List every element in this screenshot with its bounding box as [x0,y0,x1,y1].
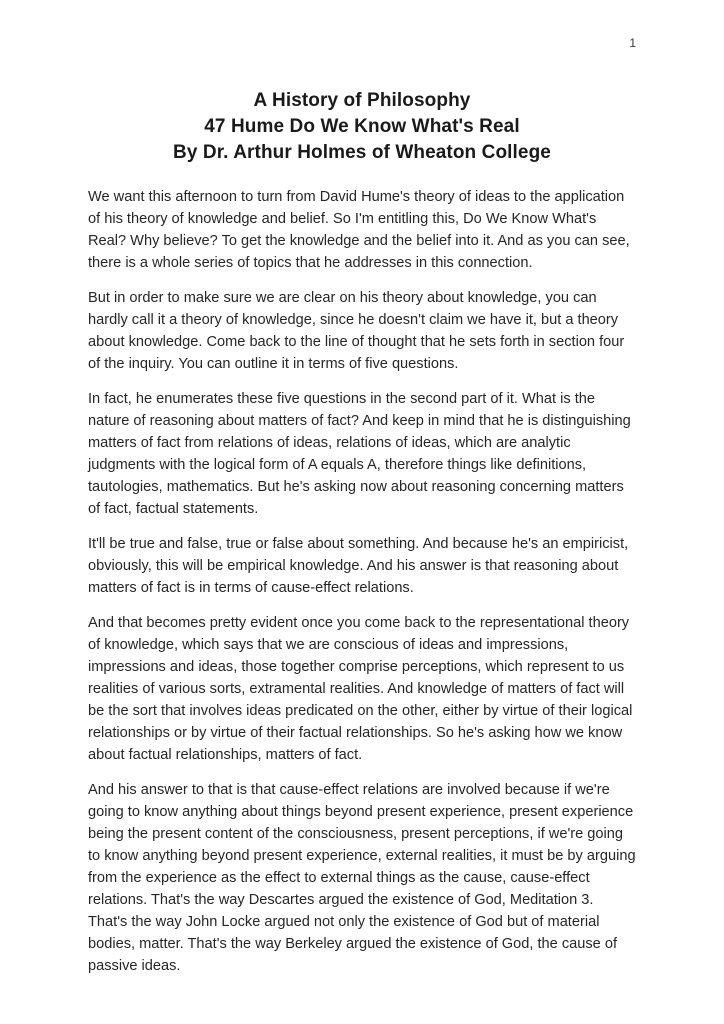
paragraph-2: But in order to make sure we are clear on his theory about knowledge, you can hardly call it a theory of knowledge, since he doesn't claim we have it, but a theory about knowledge. Come back to the line of thought that he sets forth in section four of the inquiry. You can outline it in terms of five questions. [88,290,625,372]
title-line-series: A History of Philosophy [253,90,471,111]
document-title [88,88,636,166]
page-number: 1 [629,36,636,50]
title-line-author: By Dr. Arthur Holmes of Wheaton College [173,142,551,163]
paragraph-4: It'll be true and false, true or false about something. And because he's an empiricist, obviously, this will be empirical knowledge. And his answer is that reasoning about matters of fact is in terms of cause-effect relations. [88,536,629,596]
paragraph-5: And that becomes pretty evident once you come back to the representational theory of knowledge, which says that we are conscious of ideas and impressions, impressions and ideas, those together comprise perceptions, which represent to us realities of various sorts, extramental realities. And knowledge of matters of fact will be the sort that involves ideas predicated on the other, either by virtue of their logical relationships or by virtue of their factual relationships. So he's asking how we know about factual relationships, matters of fact. [88,615,633,763]
document-body [88,186,636,977]
paragraph-1: We want this afternoon to turn from David Hume's theory of ideas to the application of his theory of knowledge and belief. So I'm entitling this, Do We Know What's Real? Why believe? To get the knowledge and the belief into it. And as you can see, there is a whole series of topics that he addresses in this connection. [88,189,630,271]
paragraph-3: In fact, he enumerates these five questions in the second part of it. What is the nature of reasoning about matters of fact? And keep in mind that he is distinguishing matters of fact from relations of ideas, relations of ideas, which are analytic judgments with the logical form of A equals A, therefore things like definitions, tautologies, mathematics. But he's asking now about reasoning concerning matters of fact, factual statements. [88,391,631,517]
title-line-lecture: 47 Hume Do We Know What's Real [204,116,520,137]
paragraph-6: And his answer to that is that cause-effect relations are involved because if we're going to know anything about things beyond present experience, present experience being the present content of the consciousness, present perceptions, if we're going to know anything beyond present experience, external realities, it must be by arguing from the experience as the effect to external things as the cause, cause-effect relations. That's the way Descartes argued the existence of God, Meditation 3. That's the way John Locke argued not only the existence of God but of material bodies, matter. That's the way Berkeley argued the existence of God, the cause of passive ideas. [88,782,636,974]
